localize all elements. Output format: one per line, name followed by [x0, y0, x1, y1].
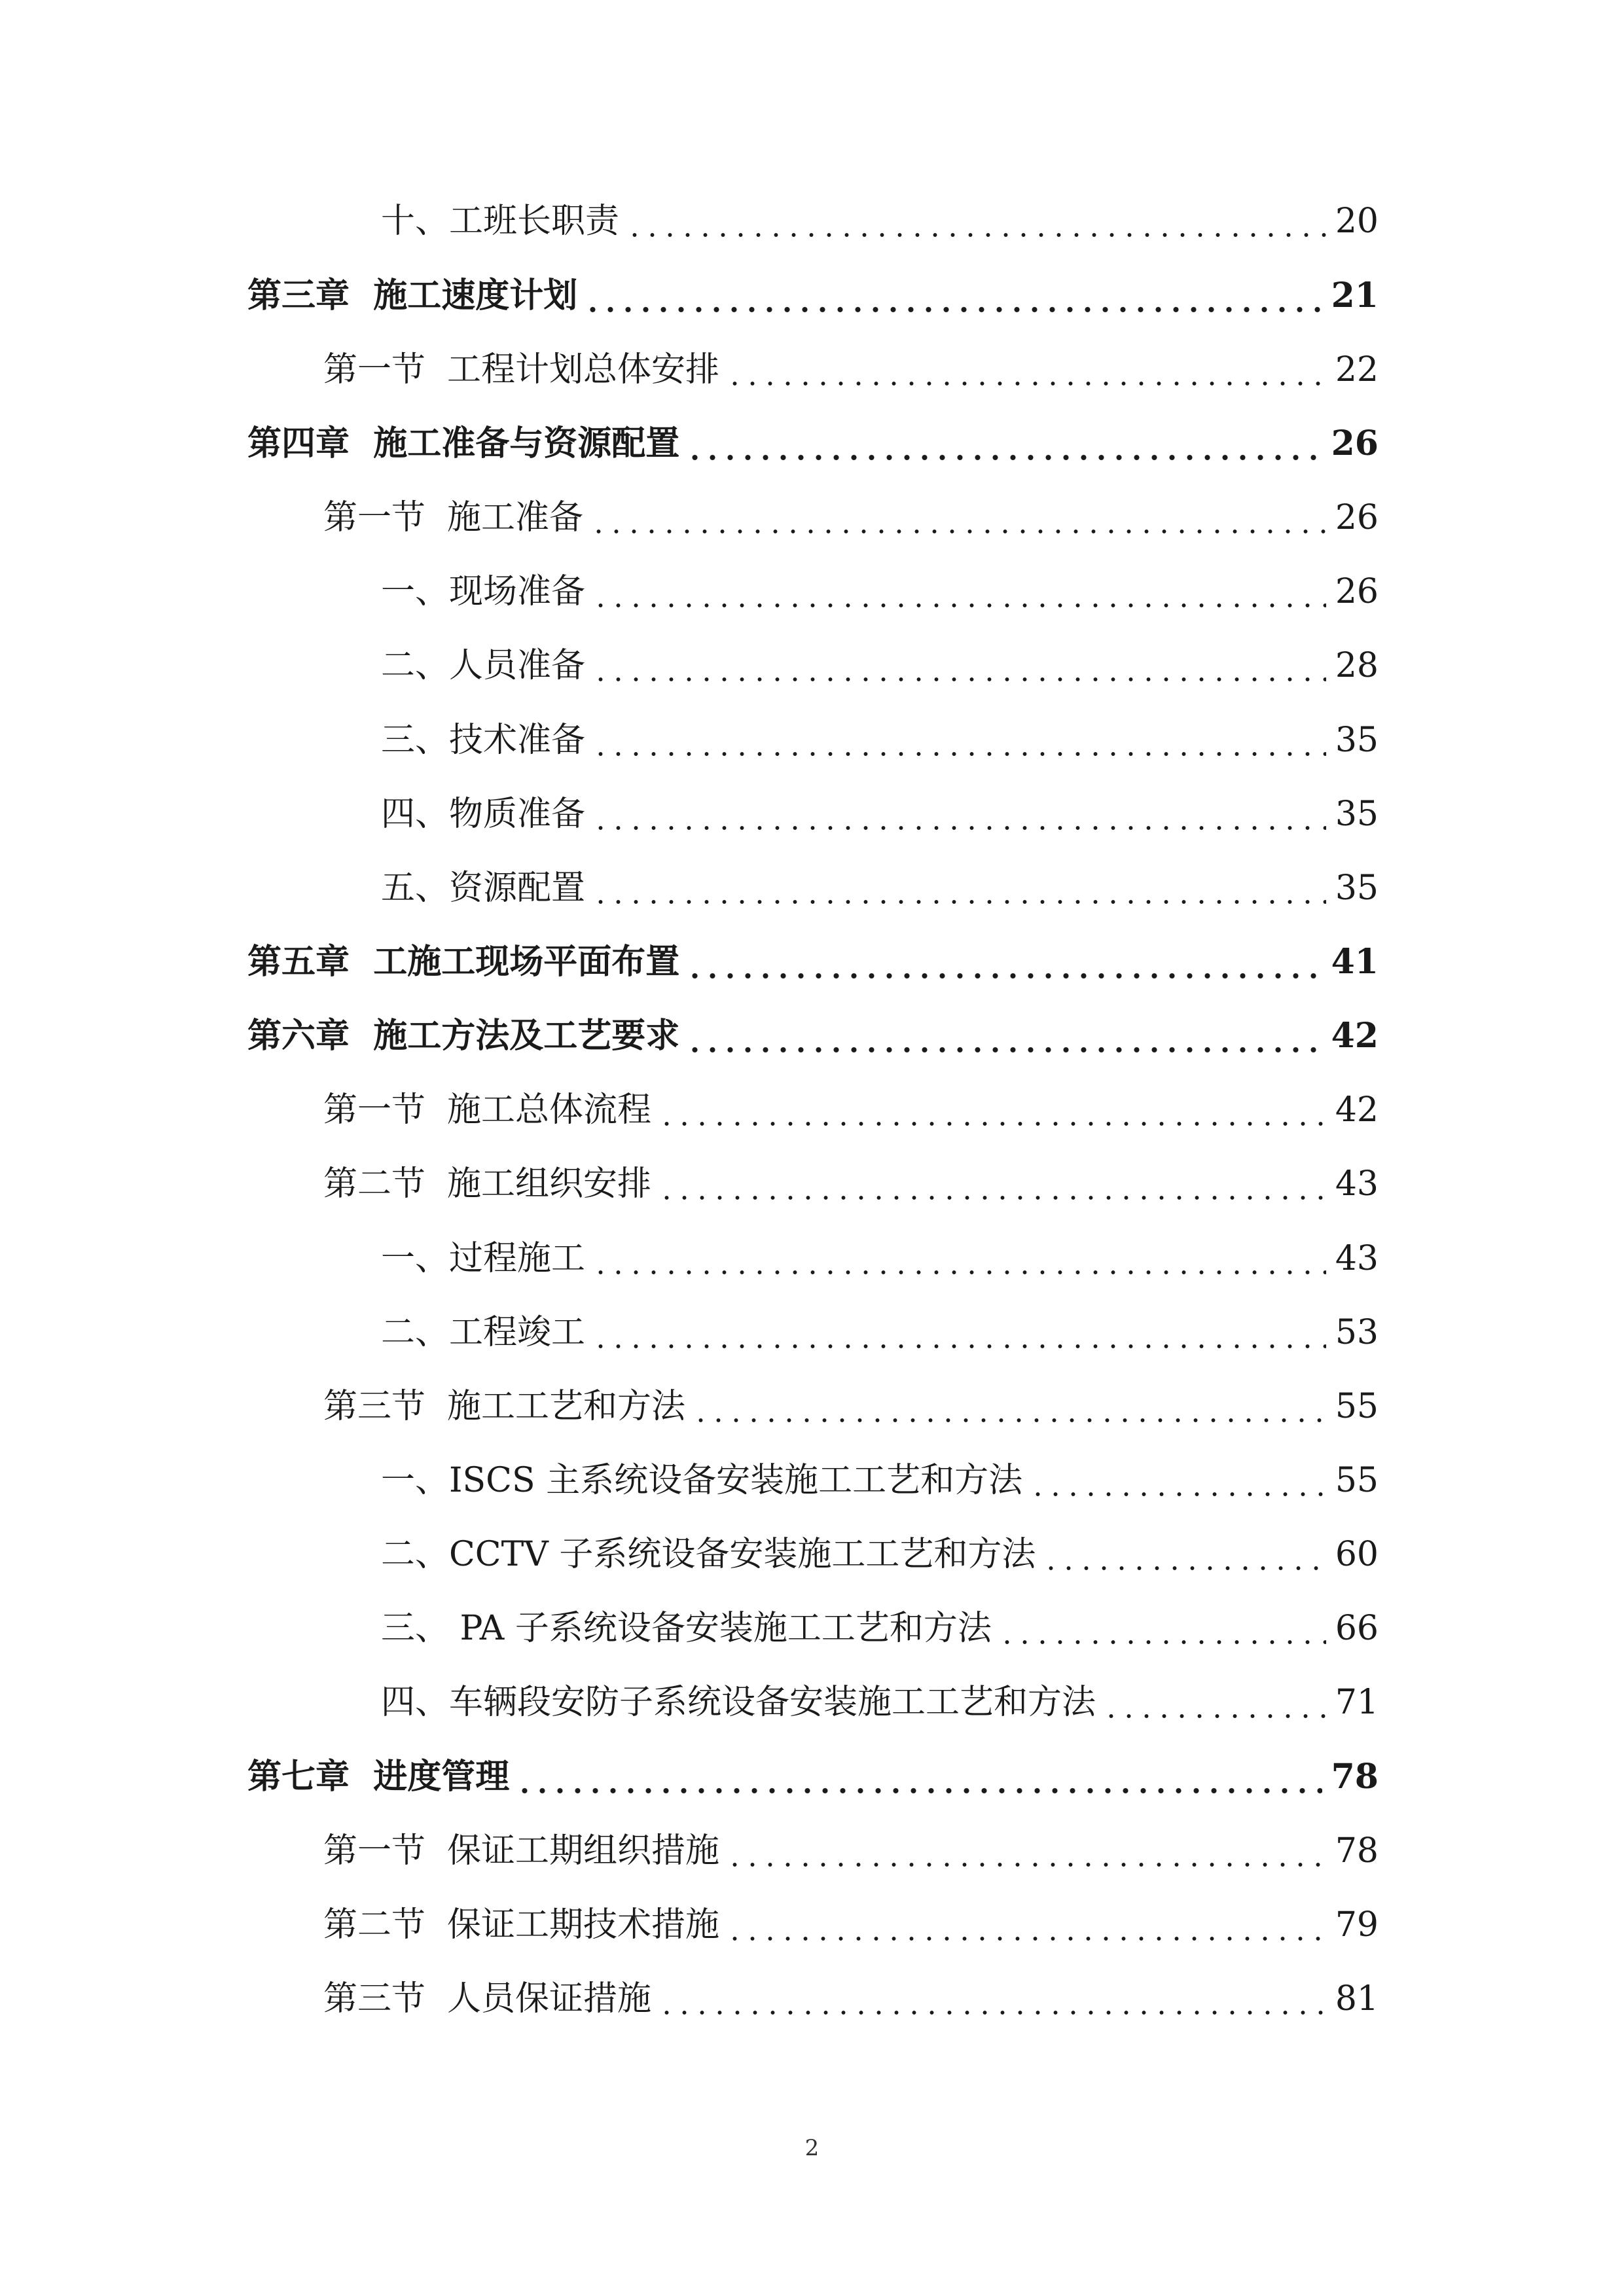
- toc-dot-leader: [686, 418, 1322, 470]
- toc-dot-leader: [516, 1751, 1322, 1803]
- toc-dot-leader: [658, 1084, 1326, 1136]
- toc-dot-leader: [1029, 1454, 1326, 1507]
- toc-entry[interactable]: [247, 418, 1379, 470]
- toc-entry-title: 第二节 保证工期技术措施: [323, 1905, 720, 1945]
- toc-entry-page: 21: [1331, 276, 1379, 315]
- toc-entry[interactable]: [381, 1232, 1379, 1285]
- toc-dot-leader: [686, 1010, 1322, 1062]
- toc-entry-title: 第六章 施工方法及工艺要求: [247, 1016, 680, 1056]
- toc-entry[interactable]: [381, 1528, 1379, 1581]
- toc-entry-page: 42: [1335, 1090, 1379, 1130]
- toc-entry-page: 42: [1331, 1016, 1379, 1056]
- toc-entry-page: 41: [1331, 942, 1379, 982]
- toc-entry[interactable]: [381, 1676, 1379, 1729]
- toc-entry[interactable]: [381, 788, 1379, 840]
- toc-entry[interactable]: [323, 344, 1379, 396]
- toc-entry[interactable]: [381, 1306, 1379, 1359]
- toc-entry-page: 60: [1335, 1535, 1379, 1574]
- toc-entry-title: 十、工班长职责: [381, 202, 620, 241]
- toc-entry[interactable]: [323, 1825, 1379, 1877]
- toc-dot-leader: [726, 1825, 1326, 1877]
- toc-entry[interactable]: [247, 270, 1379, 322]
- toc-entry-page: 55: [1335, 1461, 1379, 1500]
- toc-dot-leader: [592, 862, 1326, 914]
- toc-entry-page: 20: [1335, 202, 1379, 241]
- toc-entry[interactable]: [247, 1751, 1379, 1803]
- toc-entry-title: 四、车辆段安防子系统设备安装施工工艺和方法: [381, 1683, 1096, 1722]
- toc-entry-page: 66: [1335, 1609, 1379, 1648]
- toc-entry-page: 53: [1335, 1313, 1379, 1352]
- toc-dot-leader: [658, 1158, 1326, 1210]
- toc-entry-title: 第三章 施工速度计划: [247, 276, 578, 315]
- toc-entry[interactable]: [381, 639, 1379, 692]
- toc-entry-title: 第七章 进度管理: [247, 1757, 510, 1797]
- toc-entry-title: 三、技术准备: [381, 721, 586, 760]
- toc-entry[interactable]: [323, 492, 1379, 544]
- toc-dot-leader: [592, 565, 1326, 618]
- toc-entry-page: 26: [1335, 498, 1379, 537]
- toc-entry-page: 78: [1335, 1831, 1379, 1871]
- toc-entry[interactable]: [381, 1454, 1379, 1507]
- toc-dot-leader: [626, 195, 1326, 247]
- toc-entry-page: 71: [1335, 1683, 1379, 1722]
- toc-entry-page: 35: [1335, 721, 1379, 760]
- toc-entry-title: 第一节 保证工期组织措施: [323, 1831, 720, 1871]
- toc-entry[interactable]: [247, 936, 1379, 988]
- toc-entry-title: 五、资源配置: [381, 869, 586, 908]
- page-number: 2: [804, 2135, 820, 2161]
- toc-entry-title: 二、工程竣工: [381, 1313, 586, 1352]
- toc-entry-page: 35: [1335, 869, 1379, 908]
- toc-entry-title: 第三节 施工工艺和方法: [323, 1387, 686, 1426]
- toc-entry[interactable]: [381, 195, 1379, 247]
- toc-entry-page: 35: [1335, 795, 1379, 834]
- toc-entry[interactable]: [381, 714, 1379, 766]
- toc-entry-title: 第一节 施工总体流程: [323, 1090, 652, 1130]
- toc-entry[interactable]: [323, 1380, 1379, 1433]
- toc-entry-page: 78: [1331, 1757, 1379, 1797]
- toc-entry[interactable]: [323, 1084, 1379, 1136]
- toc-entry-title: 第二节 施工组织安排: [323, 1164, 652, 1204]
- toc-entry-title: 一、过程施工: [381, 1239, 586, 1278]
- toc-entry-title: 四、物质准备: [381, 795, 586, 834]
- toc-dot-leader: [726, 1899, 1326, 1951]
- toc-dot-leader: [998, 1602, 1326, 1655]
- toc-entry-title: 三、 PA 子系统设备安装施工工艺和方法: [381, 1609, 992, 1648]
- toc-entry-title: 二、CCTV 子系统设备安装施工工艺和方法: [381, 1535, 1036, 1574]
- toc-dot-leader: [686, 936, 1322, 988]
- toc-entry-page: 28: [1335, 646, 1379, 685]
- toc-entry[interactable]: [247, 1010, 1379, 1062]
- toc-dot-leader: [592, 788, 1326, 840]
- toc-entry-page: 43: [1335, 1239, 1379, 1278]
- toc-entry[interactable]: [381, 862, 1379, 914]
- toc-entry[interactable]: [381, 565, 1379, 618]
- toc-entry-page: 43: [1335, 1164, 1379, 1204]
- toc-dot-leader: [592, 1232, 1326, 1285]
- toc-entry-title: 二、人员准备: [381, 646, 586, 685]
- toc-entry-page: 26: [1331, 423, 1379, 463]
- toc-dot-leader: [592, 1306, 1326, 1359]
- toc-dot-leader: [726, 344, 1326, 396]
- toc-entry-title: 一、ISCS 主系统设备安装施工工艺和方法: [381, 1461, 1023, 1500]
- toc-entry-title: 第一节 工程计划总体安排: [323, 350, 720, 389]
- toc-dot-leader: [1102, 1676, 1326, 1729]
- toc-entry-title: 一、现场准备: [381, 572, 586, 611]
- toc-entry-page: 81: [1335, 1979, 1379, 2018]
- toc-dot-leader: [592, 639, 1326, 692]
- toc-dot-leader: [584, 270, 1322, 322]
- toc-entry-title: 第四章 施工准备与资源配置: [247, 423, 680, 463]
- toc-entry[interactable]: [323, 1973, 1379, 2025]
- toc-entry-title: 第一节 施工准备: [323, 498, 584, 537]
- toc-entry-title: 第五章 工施工现场平面布置: [247, 942, 680, 982]
- toc-entry-page: 22: [1335, 350, 1379, 389]
- toc-dot-leader: [692, 1380, 1326, 1433]
- toc-dot-leader: [590, 492, 1326, 544]
- toc-entry-page: 26: [1335, 572, 1379, 611]
- toc-dot-leader: [658, 1973, 1326, 2025]
- toc-dot-leader: [1042, 1528, 1326, 1581]
- toc-entry[interactable]: [323, 1158, 1379, 1210]
- toc-entry-page: 55: [1335, 1387, 1379, 1426]
- toc-entry-page: 79: [1335, 1905, 1379, 1945]
- toc-entry[interactable]: [323, 1899, 1379, 1951]
- toc-dot-leader: [592, 714, 1326, 766]
- toc-entry[interactable]: [381, 1602, 1379, 1655]
- toc-entry-title: 第三节 人员保证措施: [323, 1979, 652, 2018]
